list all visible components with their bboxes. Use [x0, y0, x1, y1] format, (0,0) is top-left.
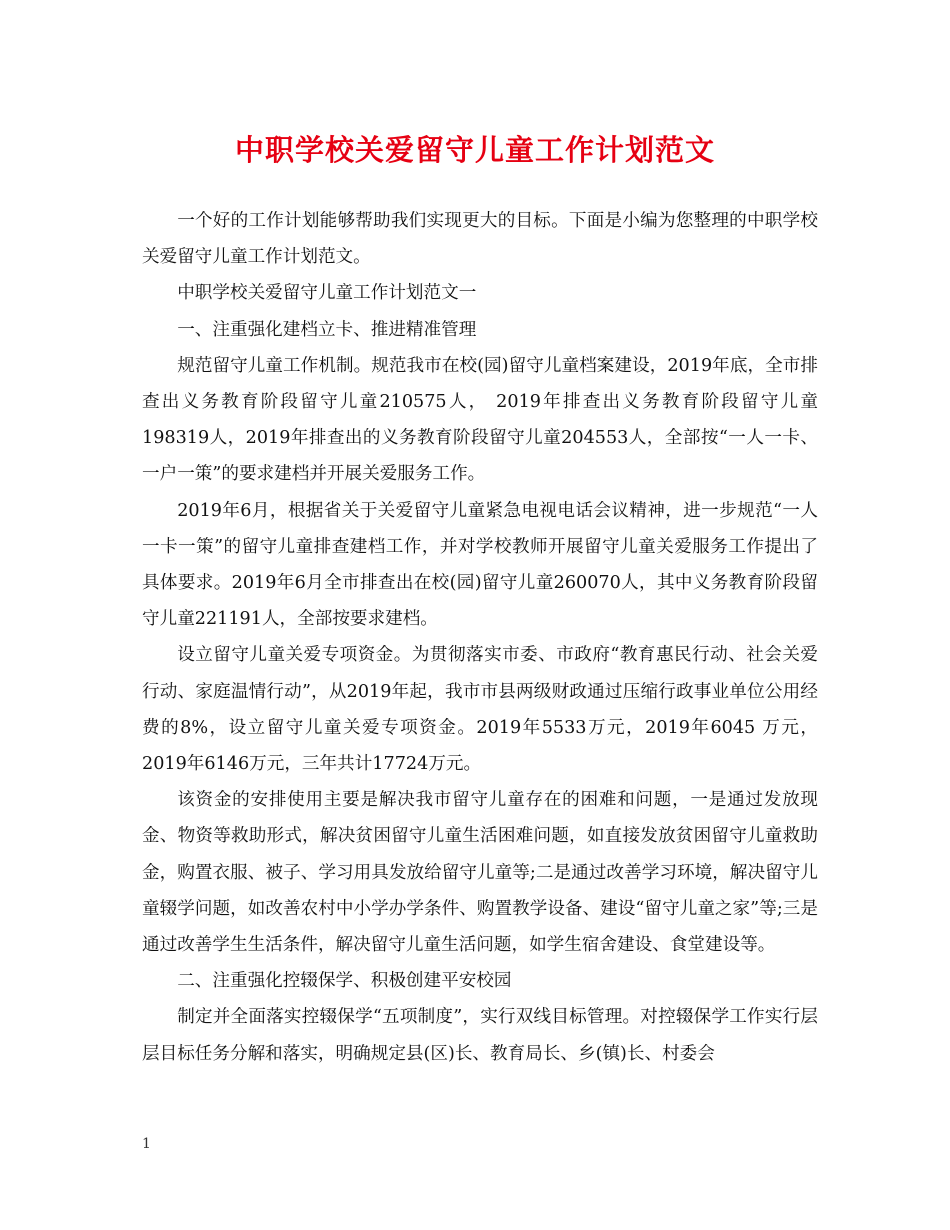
document-body — [142, 203, 818, 1072]
paragraph: 一、注重强化建档立卡、推进精准管理 — [177, 319, 477, 340]
paragraph: 该资金的安排使用主要是解决我市留守儿童存在的困难和问题，一是通过发放现金、物资等救助形式，解决贫困留守儿童生活困难问题，如直接发放贫困留守儿童救助金，购置衣服、被子、学习用具发放给留守儿童等;二是通过改善学习环境，解决留守儿童辍学问题，如改善农村中小学办学条件、购置教学设备、建设“留守儿童之家”等;三是通过改善学生生活条件，解决留守儿童生活问题，如学生宿舍建设、食堂建设等。 — [142, 790, 818, 956]
paragraph: 一个好的工作计划能够帮助我们实现更大的目标。下面是小编为您整理的中职学校关爱留守儿童工作计划范文。 — [142, 211, 818, 268]
page-number: 1 — [142, 1136, 151, 1152]
paragraph: 二、注重强化控辍保学、积极创建平安校园 — [177, 971, 512, 992]
paragraph: 设立留守儿童关爱专项资金。为贯彻落实市委、市政府“教育惠民行动、社会关爱行动、家庭温情行动”，从2019年起，我市市县两级财政通过压缩行政事业单位公用经费的8%，设立留守儿童关爱专项资金。2019年5533万元，2019年6045 万元，2019年6146万元，三年共计17724万元。 — [142, 645, 818, 775]
document-title: 中职学校关爱留守儿童工作计划范文 — [234, 133, 715, 167]
paragraph: 规范留守儿童工作机制。规范我市在校(园)留守儿童档案建设，2019年底，全市排查出义务教育阶段留守儿童210575人， 2019年排查出义务教育阶段留守儿童198319人，2019年排查出的义务教育阶段留守儿童204553人，全部按“一人一卡、一户一策”的要求建档并开展关爱服务工作。 — [142, 355, 818, 485]
paragraph: 2019年6月，根据省关于关爱留守儿童紧急电视电话会议精神，进一步规范“一人一卡一策”的留守儿童排查建档工作，并对学校教师开展留守儿童关爱服务工作提出了具体要求。2019年6月全市排查出在校(园)留守儿童260070人，其中义务教育阶段留守儿童221191人，全部按要求建档。 — [142, 500, 818, 630]
paragraph: 中职学校关爱留守儿童工作计划范文一 — [177, 283, 477, 304]
paragraph: 制定并全面落实控辍保学“五项制度”，实行双线目标管理。对控辍保学工作实行层层目标任务分解和落实，明确规定县(区)长、教育局长、乡(镇)长、村委会 — [142, 1007, 818, 1064]
